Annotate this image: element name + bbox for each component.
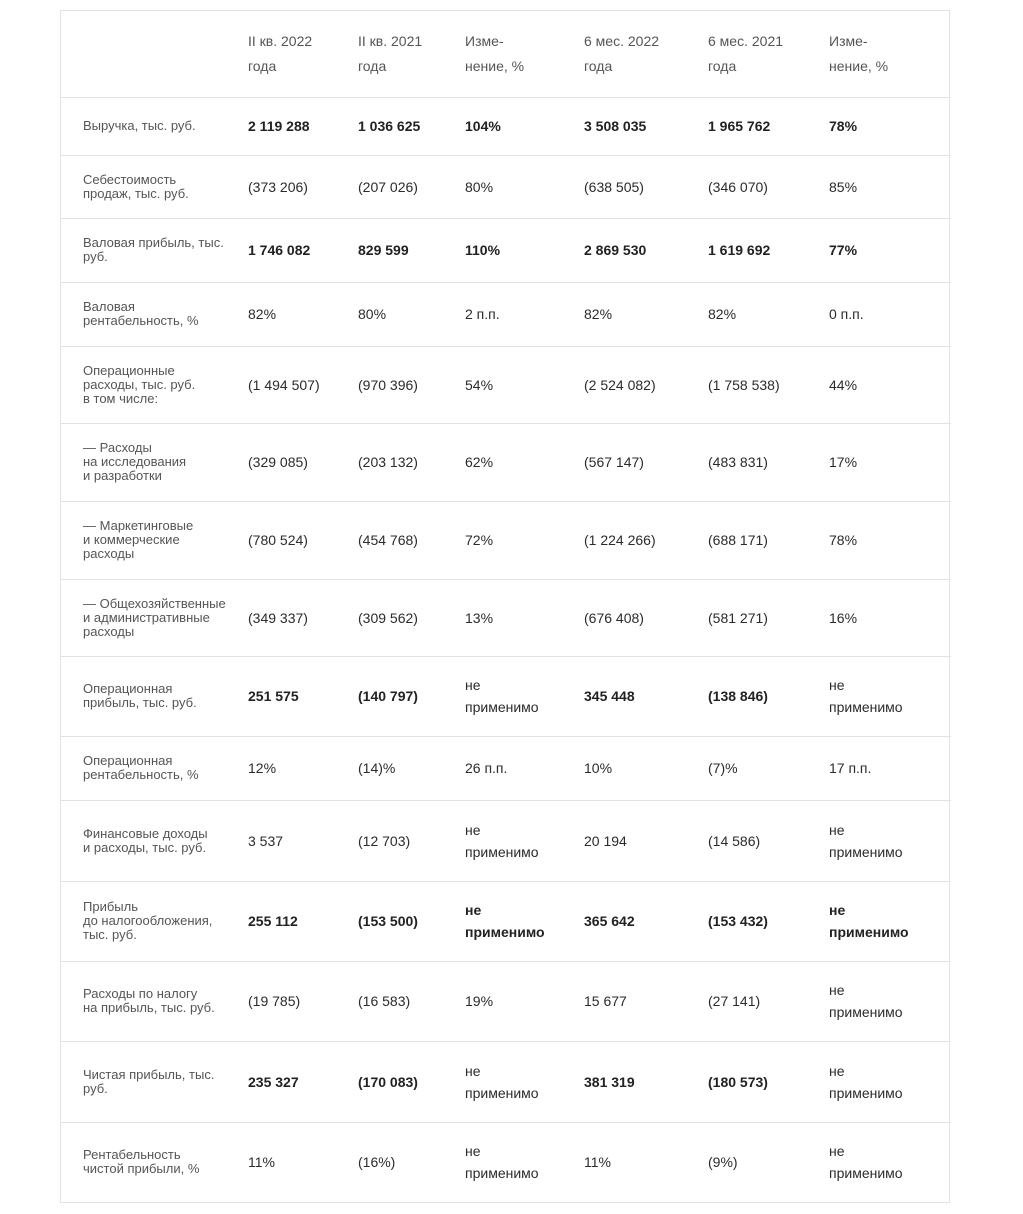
cell-q2-2021: (970 396) (358, 346, 465, 423)
cell-6m-2022: 10% (584, 736, 708, 800)
cell-6m-2022: 3 508 035 (584, 97, 708, 155)
table-row-rnd-expenses (61, 423, 951, 501)
cell-6m-2022: 11% (584, 1154, 611, 1171)
cell-6m-2021: (1 758 538) (708, 346, 829, 423)
cell-6m-2021: 82% (708, 282, 829, 346)
cell-6m-change: 77% (829, 218, 951, 282)
cell-6m-2021: (27 141) (708, 961, 829, 1041)
cell-6m-change: 0 п.п. (829, 282, 951, 346)
cell-q-change: не применимо (465, 656, 584, 736)
cell-q-change: 13% (465, 579, 584, 656)
cell-q2-2021: (309 562) (358, 579, 465, 656)
cell-q2-2022: (349 337) (248, 579, 358, 656)
table-row-operating-expenses (61, 346, 951, 423)
cell-6m-change: не применимо (829, 961, 951, 1041)
cell-6m-2022: 345 448 (584, 656, 708, 736)
cell-6m-2022: (567 147) (584, 423, 708, 501)
table-row-cost-of-sales (61, 155, 951, 218)
financial-results-table-container (60, 10, 950, 1203)
cell-q2-2021: (140 797) (358, 656, 465, 736)
cell-6m-change: 17% (829, 423, 951, 501)
cell-6m-2021: (14 586) (708, 800, 829, 881)
header-q-change: Изме- нение, % (465, 11, 584, 97)
cell-q2-2021: (207 026) (358, 155, 465, 218)
cell-6m-2022: (676 408) (584, 579, 708, 656)
financial-results-table (61, 11, 951, 1202)
cell-q2-2022: 12% (248, 736, 358, 800)
row-label: Финансовые доходы и расходы, тыс. руб. (61, 800, 248, 881)
cell-6m-change: не применимо (829, 1143, 903, 1182)
cell-q2-2021: 1 036 625 (358, 97, 465, 155)
table-row-gross-margin (61, 282, 951, 346)
cell-6m-change: не применимо (829, 1041, 951, 1122)
cell-6m-2021: (9%) (708, 1154, 738, 1171)
cell-6m-change: не применимо (829, 800, 951, 881)
cell-6m-2022: (1 224 266) (584, 501, 708, 579)
row-label: Выручка, тыс. руб. (61, 97, 248, 155)
table-header-row (61, 11, 951, 97)
cell-q-change: 72% (465, 501, 584, 579)
row-label: Операционная рентабельность, % (61, 736, 248, 800)
cell-6m-2021: 1 619 692 (708, 218, 829, 282)
cell-6m-change: не применимо (829, 881, 951, 961)
row-label: Рентабельность чистой прибыли, % (83, 1147, 200, 1177)
cell-6m-2022: 82% (584, 282, 708, 346)
cell-6m-change: 78% (829, 501, 951, 579)
cell-6m-2022: 15 677 (584, 961, 708, 1041)
cell-q2-2022: (19 785) (248, 961, 358, 1041)
cell-6m-2021: 1 965 762 (708, 97, 829, 155)
cell-6m-change: 78% (829, 97, 951, 155)
cell-q2-2022: (373 206) (248, 155, 358, 218)
row-label: Себестоимость продаж, тыс. руб. (61, 155, 248, 218)
cell-6m-change: 17 п.п. (829, 736, 951, 800)
cell-6m-2022: (2 524 082) (584, 346, 708, 423)
row-label: — Расходы на исследования и разработки (61, 423, 248, 501)
cell-q2-2022: 82% (248, 282, 358, 346)
cell-q-change: 54% (465, 346, 584, 423)
cell-6m-2022: 20 194 (584, 800, 708, 881)
row-label: Валовая рентабельность, % (61, 282, 248, 346)
cell-6m-2022: 381 319 (584, 1041, 708, 1122)
cell-6m-2022: 365 642 (584, 881, 708, 961)
header-q2-2021: II кв. 2021 года (358, 11, 465, 97)
table-row-admin-expenses (61, 579, 951, 656)
cell-q-change: 2 п.п. (465, 282, 584, 346)
cell-q2-2022: (780 524) (248, 501, 358, 579)
cell-6m-2021: (180 573) (708, 1041, 829, 1122)
cell-q2-2022: 3 537 (248, 800, 358, 881)
table-row-profit-before-tax (61, 881, 951, 961)
header-q2-2022: II кв. 2022 года (248, 11, 358, 97)
table-row-net-margin (61, 1122, 951, 1202)
header-6m-2021: 6 мес. 2021 года (708, 11, 829, 97)
cell-6m-change: не применимо (829, 656, 951, 736)
header-6m-change: Изме- нение, % (829, 11, 951, 97)
cell-q-change: не применимо (465, 800, 584, 881)
cell-q-change: 80% (465, 155, 584, 218)
row-label: Операционные расходы, тыс. руб. в том числе: (61, 346, 248, 423)
cell-6m-2021: (581 271) (708, 579, 829, 656)
cell-6m-2022: (638 505) (584, 155, 708, 218)
cell-q2-2021: (153 500) (358, 881, 465, 961)
row-label: Валовая прибыль, тыс. руб. (61, 218, 248, 282)
cell-q2-2021: (16%) (358, 1154, 396, 1171)
cell-q-change: 104% (465, 97, 584, 155)
table-row-income-tax (61, 961, 951, 1041)
cell-q2-2022: 2 119 288 (248, 97, 358, 155)
row-label: Расходы по налогу на прибыль, тыс. руб. (61, 961, 248, 1041)
cell-q2-2021: (14)% (358, 736, 465, 800)
cell-q2-2022: 251 575 (248, 656, 358, 736)
cell-q-change: не применимо (465, 881, 584, 961)
table-row-net-profit (61, 1041, 951, 1122)
cell-6m-2021: (7)% (708, 736, 829, 800)
cell-6m-2022: 2 869 530 (584, 218, 708, 282)
cell-q2-2021: (12 703) (358, 800, 465, 881)
cell-6m-change: 85% (829, 155, 951, 218)
cell-q2-2021: (454 768) (358, 501, 465, 579)
table-row-operating-profit (61, 656, 951, 736)
cell-q2-2021: 829 599 (358, 218, 465, 282)
cell-q2-2022: 235 327 (248, 1041, 358, 1122)
row-label: Чистая прибыль, тыс. руб. (61, 1041, 248, 1122)
cell-6m-2021: (138 846) (708, 656, 829, 736)
row-label: Прибыль до налогообложения, тыс. руб. (61, 881, 248, 961)
cell-q2-2022: 255 112 (248, 881, 358, 961)
header-corner (61, 11, 248, 97)
cell-q-change: не применимо (465, 1143, 539, 1182)
header-6m-2022: 6 мес. 2022 года (584, 11, 708, 97)
cell-6m-2021: (483 831) (708, 423, 829, 501)
table-row-financial-income (61, 800, 951, 881)
cell-6m-change: 16% (829, 579, 951, 656)
cell-q2-2021: (203 132) (358, 423, 465, 501)
cell-q2-2021: (16 583) (358, 961, 465, 1041)
cell-q-change: не применимо (465, 1041, 584, 1122)
cell-q2-2022: (1 494 507) (248, 346, 358, 423)
cell-6m-2021: (346 070) (708, 155, 829, 218)
cell-q2-2021: (170 083) (358, 1041, 465, 1122)
cell-q2-2022: (329 085) (248, 423, 358, 501)
cell-6m-2021: (153 432) (708, 881, 829, 961)
table-row-operating-margin (61, 736, 951, 800)
table-row-revenue (61, 97, 951, 155)
row-label: Операционная прибыль, тыс. руб. (61, 656, 248, 736)
cell-q2-2022: 11% (248, 1154, 275, 1171)
cell-6m-2021: (688 171) (708, 501, 829, 579)
row-label: — Маркетинговые и коммерческие расходы (61, 501, 248, 579)
cell-q-change: 19% (465, 961, 584, 1041)
cell-q-change: 26 п.п. (465, 736, 584, 800)
cell-q-change: 110% (465, 218, 584, 282)
cell-q2-2021: 80% (358, 282, 465, 346)
row-label: — Общехозяйственные и административные расходы (61, 579, 248, 656)
table-row-gross-profit (61, 218, 951, 282)
cell-q2-2022: 1 746 082 (248, 218, 358, 282)
table-row-marketing-expenses (61, 501, 951, 579)
cell-q-change: 62% (465, 423, 584, 501)
cell-6m-change: 44% (829, 346, 951, 423)
